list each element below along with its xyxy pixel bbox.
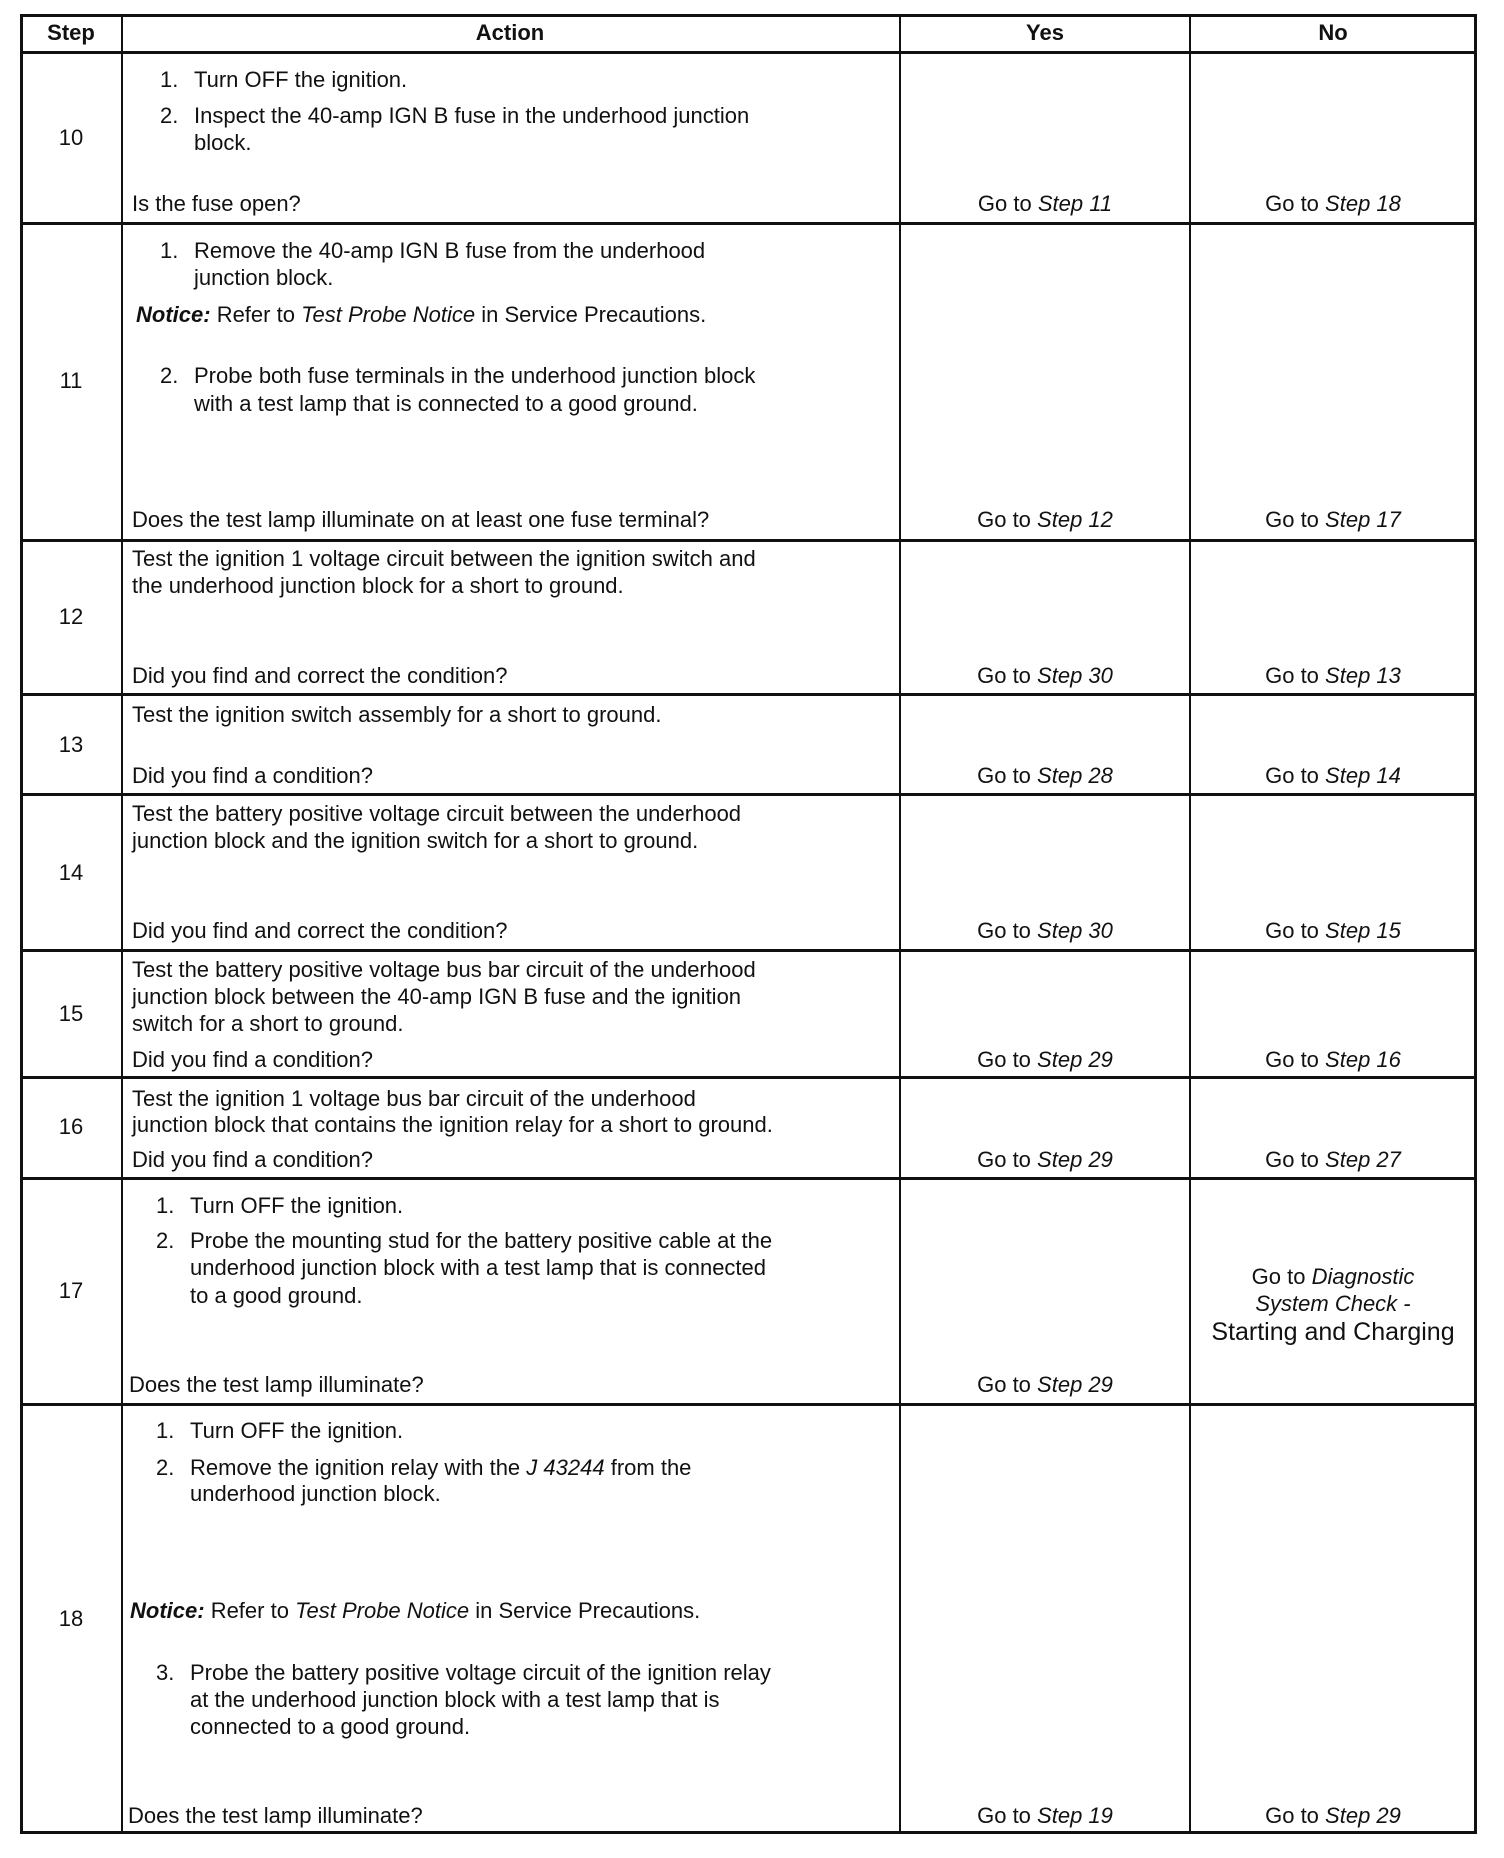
goto-label: Go to xyxy=(1251,1264,1306,1289)
action-text: Test the ignition 1 voltage circuit between the ignition switch and xyxy=(132,546,756,571)
step-ref: Step 29 xyxy=(1037,1047,1113,1072)
step-ref: Diagnostic xyxy=(1311,1264,1415,1289)
step-ref: Step 17 xyxy=(1325,507,1401,532)
no-link[interactable] xyxy=(1265,191,1401,217)
action-text: junction block and the ignition switch for a short to ground. xyxy=(132,828,699,853)
action-text: junction block between the 40-amp IGN B fuse and the ignition xyxy=(132,984,742,1009)
yes-link[interactable] xyxy=(978,191,1112,217)
no-link[interactable] xyxy=(1265,1803,1401,1829)
list-number: 3. xyxy=(156,1660,175,1685)
no-link[interactable] xyxy=(1265,663,1401,689)
no-link[interactable] xyxy=(1265,1147,1401,1173)
action-text xyxy=(190,1455,691,1481)
question-text: Is the fuse open? xyxy=(132,191,301,216)
action-text: underhood junction block. xyxy=(190,1481,441,1506)
step-ref: Step 29 xyxy=(1325,1803,1401,1828)
header-step: Step xyxy=(47,20,95,45)
step-ref: Step 30 xyxy=(1037,663,1113,688)
list-number: 1. xyxy=(156,1193,175,1218)
yes-link[interactable] xyxy=(977,1372,1113,1398)
step-ref: Step 11 xyxy=(1037,191,1113,216)
question-text: Does the test lamp illuminate? xyxy=(129,1372,424,1397)
action-text: Probe the mounting stud for the battery positive cable at the xyxy=(190,1228,773,1253)
question-text: Did you find and correct the condition? xyxy=(132,918,508,943)
step-number: 16 xyxy=(58,1114,84,1139)
list-number: 1. xyxy=(156,1418,175,1443)
step-ref: System Check - xyxy=(1255,1291,1411,1316)
yes-link[interactable] xyxy=(977,1047,1113,1073)
step-number: 15 xyxy=(58,1001,84,1026)
step-number: 18 xyxy=(58,1606,84,1631)
question-text: Did you find and correct the condition? xyxy=(132,663,508,688)
step-ref: Step 30 xyxy=(1037,918,1113,943)
list-number: 2. xyxy=(156,1455,175,1480)
notice xyxy=(130,1598,700,1624)
step-number: 11 xyxy=(59,368,83,393)
notice-ref[interactable]: Test Probe Notice xyxy=(301,302,476,327)
goto-label: Go to xyxy=(977,663,1031,688)
step-ref: Step 28 xyxy=(1037,763,1113,788)
goto-label: Go to xyxy=(1265,663,1319,688)
goto-label: Go to xyxy=(977,1147,1031,1172)
action-text: Test the battery positive voltage circuit between the underhood xyxy=(132,801,742,826)
action-text: connected to a good ground. xyxy=(190,1714,471,1739)
yes-link[interactable] xyxy=(977,663,1113,689)
step-ref: Step 19 xyxy=(1037,1803,1113,1828)
row-divider xyxy=(20,222,1477,225)
step-ref: Step 12 xyxy=(1037,507,1113,532)
row-divider xyxy=(20,949,1477,952)
no-link[interactable] xyxy=(1255,1291,1410,1317)
row-divider xyxy=(20,1076,1477,1079)
action-text: Inspect the 40-amp IGN B fuse in the underhood junction xyxy=(194,103,750,128)
goto-label: Go to xyxy=(1265,507,1319,532)
action-text: Remove the ignition relay with the xyxy=(190,1455,521,1480)
action-text: with a test lamp that is connected to a good ground. xyxy=(194,391,698,416)
goto-label: Go to xyxy=(977,1047,1031,1072)
goto-label: Go to xyxy=(977,918,1031,943)
goto-label: Go to xyxy=(977,1803,1031,1828)
yes-link[interactable] xyxy=(977,1147,1113,1173)
notice-text: in Service Precautions. xyxy=(481,302,707,327)
step-ref: Step 27 xyxy=(1325,1147,1401,1172)
yes-link[interactable] xyxy=(977,1803,1113,1829)
goto-label: Go to xyxy=(977,191,1032,216)
list-number: 2. xyxy=(160,363,179,388)
no-link[interactable] xyxy=(1211,1319,1454,1345)
action-text: the underhood junction block for a short to ground. xyxy=(132,573,624,598)
yes-link[interactable] xyxy=(977,763,1113,789)
column-divider xyxy=(121,14,123,1834)
step-number: 14 xyxy=(58,860,84,885)
list-number: 1. xyxy=(160,67,179,92)
step-number: 17 xyxy=(58,1278,84,1303)
step-ref: Step 15 xyxy=(1325,918,1401,943)
row-divider xyxy=(20,51,1477,54)
notice-text: Refer to xyxy=(216,302,295,327)
goto-label: Go to xyxy=(1265,763,1319,788)
question-text: Did you find a condition? xyxy=(132,763,373,788)
question-text: Does the test lamp illuminate? xyxy=(128,1803,423,1828)
header-no: No xyxy=(1318,20,1348,45)
notice-text: Refer to xyxy=(210,1598,289,1623)
column-divider xyxy=(1189,14,1191,1834)
notice-ref[interactable]: Test Probe Notice xyxy=(295,1598,470,1623)
step-number: 13 xyxy=(58,732,84,757)
row-divider xyxy=(20,1177,1477,1180)
step-ref: Step 29 xyxy=(1037,1147,1113,1172)
goto-label: Go to xyxy=(1265,1047,1319,1072)
goto-label: Go to xyxy=(1265,191,1319,216)
step-ref: Step 18 xyxy=(1325,191,1401,216)
action-text: junction block. xyxy=(194,265,334,290)
row-divider xyxy=(20,539,1477,542)
yes-link[interactable] xyxy=(977,918,1113,944)
goto-label: Go to xyxy=(977,763,1031,788)
step-ref: Step 29 xyxy=(1037,1372,1113,1397)
question-text: Does the test lamp illuminate on at least one fuse terminal? xyxy=(132,507,710,532)
step-number: 12 xyxy=(58,604,84,629)
action-text: Probe the battery positive voltage circuit of the ignition relay xyxy=(190,1660,771,1685)
yes-link[interactable] xyxy=(977,507,1113,533)
step-number: 10 xyxy=(58,125,84,150)
notice-text: in Service Precautions. xyxy=(475,1598,701,1623)
action-text: switch for a short to ground. xyxy=(132,1011,404,1036)
no-link[interactable] xyxy=(1265,1047,1401,1073)
goto-label: Go to xyxy=(977,507,1031,532)
row-divider xyxy=(20,1403,1477,1406)
goto-label: Go to xyxy=(1265,1147,1319,1172)
header-yes: Yes xyxy=(1026,20,1064,45)
notice-label: Notice: xyxy=(136,302,211,327)
row-divider xyxy=(20,793,1477,796)
step-ref: Step 14 xyxy=(1325,763,1401,788)
step-ref: Step 13 xyxy=(1325,663,1401,688)
header-action: Action xyxy=(475,20,545,45)
notice-label: Notice: xyxy=(130,1598,205,1623)
notice xyxy=(136,302,706,328)
action-text: Probe both fuse terminals in the underhood junction block xyxy=(194,363,756,388)
action-text: Turn OFF the ignition. xyxy=(190,1418,404,1443)
goto-label: Go to xyxy=(1265,1803,1319,1828)
list-number: 2. xyxy=(160,103,179,128)
action-text: Turn OFF the ignition. xyxy=(190,1193,404,1218)
list-number: 2. xyxy=(156,1228,175,1253)
step-ref: Starting and Charging xyxy=(1211,1318,1455,1346)
action-text: block. xyxy=(194,130,252,155)
no-link[interactable] xyxy=(1265,918,1401,944)
action-text: to a good ground. xyxy=(190,1283,363,1308)
action-text: junction block that contains the ignition relay for a short to ground. xyxy=(132,1112,773,1137)
question-text: Did you find a condition? xyxy=(132,1047,373,1072)
tool-ref: J 43244 xyxy=(526,1455,605,1480)
action-text: Turn OFF the ignition. xyxy=(194,67,408,92)
no-link[interactable] xyxy=(1265,507,1401,533)
step-ref: Step 16 xyxy=(1325,1047,1401,1072)
action-text: from the xyxy=(610,1455,692,1480)
column-divider xyxy=(899,14,901,1834)
no-link[interactable] xyxy=(1265,763,1401,789)
row-divider xyxy=(20,693,1477,696)
no-link[interactable] xyxy=(1252,1264,1415,1290)
goto-label: Go to xyxy=(1265,918,1319,943)
action-text: Test the battery positive voltage bus bar circuit of the underhood xyxy=(132,957,756,982)
goto-label: Go to xyxy=(977,1372,1031,1397)
action-text: Remove the 40-amp IGN B fuse from the underhood xyxy=(194,238,706,263)
question-text: Did you find a condition? xyxy=(132,1147,373,1172)
action-text: Test the ignition switch assembly for a short to ground. xyxy=(132,702,662,727)
action-text: Test the ignition 1 voltage bus bar circuit of the underhood xyxy=(132,1086,696,1111)
list-number: 1. xyxy=(160,238,179,263)
action-text: at the underhood junction block with a test lamp that is xyxy=(190,1687,720,1712)
action-text: underhood junction block with a test lamp that is connected xyxy=(190,1255,767,1280)
